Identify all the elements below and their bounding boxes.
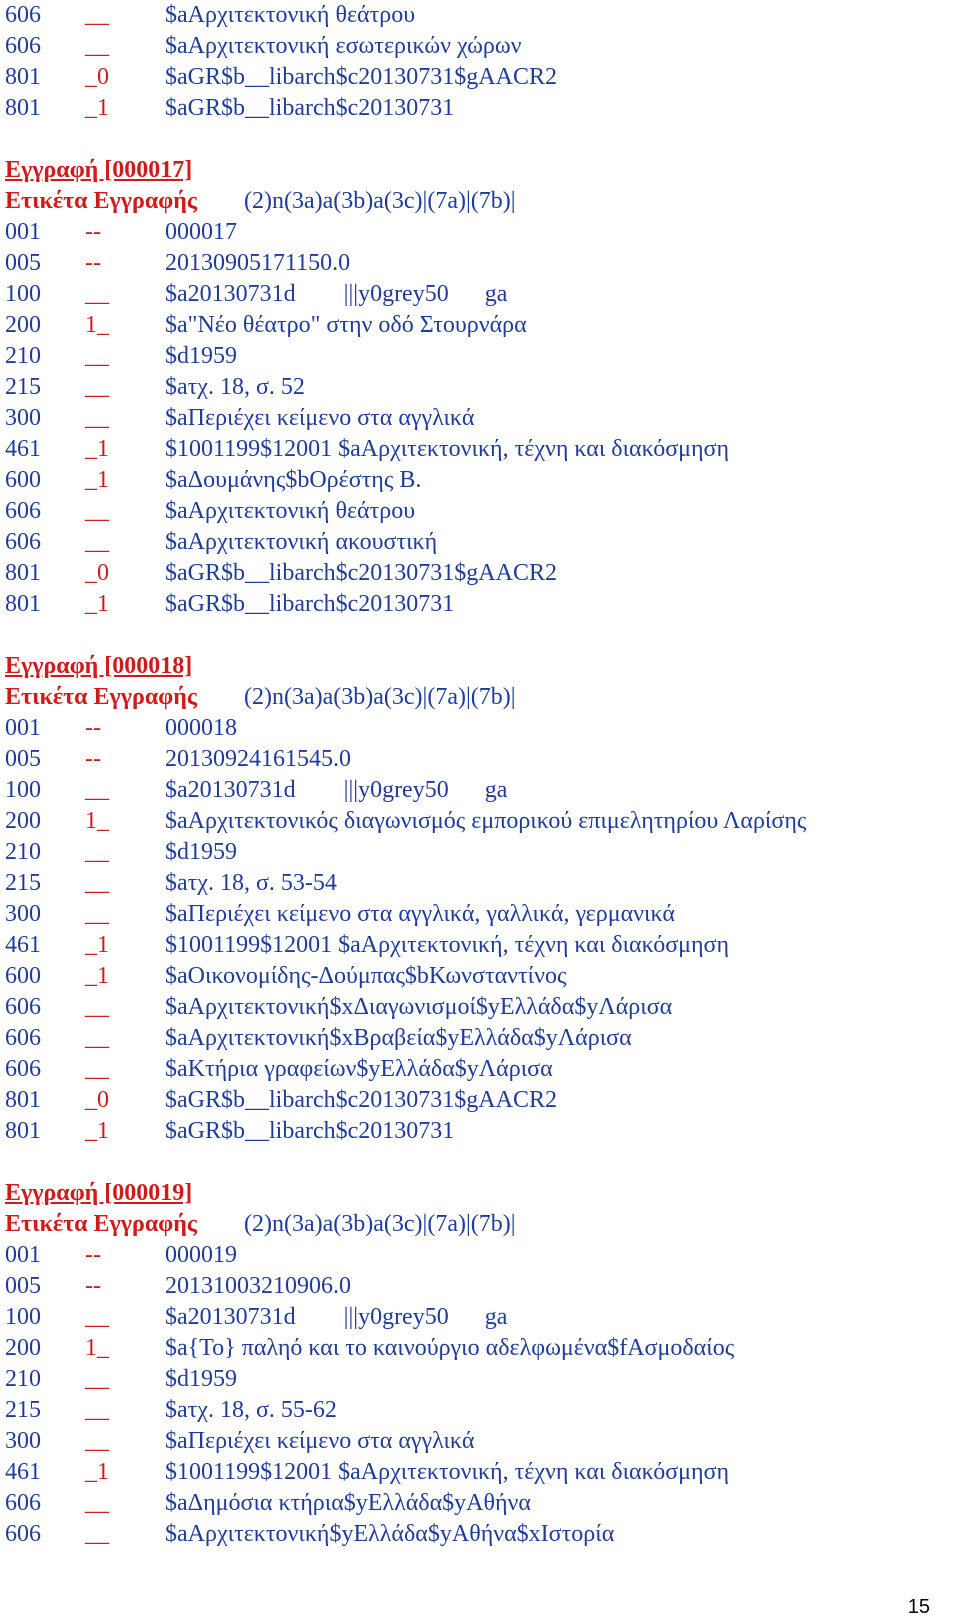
record-label-value: (2)n(3a)a(3b)a(3c)|(7a)|(7b)| xyxy=(244,684,516,710)
field-tag: 606 xyxy=(5,2,41,28)
field-value: 20131003210906.0 xyxy=(165,1273,351,1299)
field-value: $aGR$b__libarch$c20130731 xyxy=(165,1118,455,1144)
field-tag: 801 xyxy=(5,95,41,121)
field-indicators: __ xyxy=(85,777,109,803)
field-value: $1001199$12001 $aΑρχιτεκτονική, τέχνη και διακόσμηση xyxy=(165,436,730,462)
field-indicators: -- xyxy=(85,1242,101,1268)
field-indicators: _1 xyxy=(85,1459,109,1485)
field-tag: 005 xyxy=(5,1273,41,1299)
field-tag: 600 xyxy=(5,467,41,493)
field-tag: 606 xyxy=(5,1056,41,1082)
field-indicators: -- xyxy=(85,250,101,276)
record-label-value: (2)n(3a)a(3b)a(3c)|(7a)|(7b)| xyxy=(244,1211,516,1237)
field-tag: 215 xyxy=(5,1397,41,1423)
field-tag: 005 xyxy=(5,250,41,276)
field-indicators: __ xyxy=(85,1428,109,1454)
field-tag: 461 xyxy=(5,1459,41,1485)
field-tag: 210 xyxy=(5,343,41,369)
field-value: $a"Νέο θέατρο" στην οδό Στουρνάρα xyxy=(165,312,527,338)
record-label xyxy=(5,1209,516,1240)
field-tag: 200 xyxy=(5,1335,41,1361)
field-indicators: __ xyxy=(85,33,109,59)
field-value: $aΠεριέχει κείμενο στα αγγλικά xyxy=(165,405,475,431)
record-label-value: (2)n(3a)a(3b)a(3c)|(7a)|(7b)| xyxy=(244,188,516,214)
field-tag: 606 xyxy=(5,529,41,555)
field-value: $1001199$12001 $aΑρχιτεκτονική, τέχνη και διακόσμηση xyxy=(165,932,730,958)
field-value: $aΟικονομίδης-Δούμπας$bΚωνσταντίνος xyxy=(165,963,567,989)
field-tag: 001 xyxy=(5,1242,41,1268)
field-value: $aτχ. 18, σ. 55-62 xyxy=(165,1397,337,1423)
field-value: $aGR$b__libarch$c20130731$gAACR2 xyxy=(165,1087,557,1113)
record-title: Εγγραφή [000018] xyxy=(5,653,193,679)
field-value: $aΑρχιτεκτονική$yΕλλάδα$yΑθήνα$xΙστορία xyxy=(165,1521,615,1547)
field-tag: 606 xyxy=(5,1490,41,1516)
field-indicators: _0 xyxy=(85,1087,109,1113)
field-value: $aGR$b__libarch$c20130731$gAACR2 xyxy=(165,560,557,586)
field-tag: 100 xyxy=(5,1304,41,1330)
field-tag: 001 xyxy=(5,219,41,245)
field-indicators: _0 xyxy=(85,560,109,586)
field-indicators: -- xyxy=(85,219,101,245)
field-tag: 801 xyxy=(5,1118,41,1144)
field-tag: 215 xyxy=(5,870,41,896)
field-tag: 801 xyxy=(5,560,41,586)
field-value: $aΑρχιτεκτονική θεάτρου xyxy=(165,2,416,28)
field-indicators: __ xyxy=(85,405,109,431)
field-indicators: __ xyxy=(85,1025,109,1051)
field-indicators: _1 xyxy=(85,591,109,617)
field-indicators: __ xyxy=(85,901,109,927)
field-value: $a20130731d |||y0grey50 ga xyxy=(165,281,508,307)
field-value: $a20130731d |||y0grey50 ga xyxy=(165,1304,508,1330)
field-indicators: _1 xyxy=(85,467,109,493)
field-indicators: __ xyxy=(85,343,109,369)
field-value: $d1959 xyxy=(165,1366,237,1392)
page-number: 15 xyxy=(907,1596,930,1618)
field-indicators: __ xyxy=(85,1056,109,1082)
field-value: $aτχ. 18, σ. 53-54 xyxy=(165,870,337,896)
field-indicators: __ xyxy=(85,1490,109,1516)
record-label-caption: Ετικέτα Εγγραφής xyxy=(5,684,197,710)
field-indicators: _1 xyxy=(85,963,109,989)
field-value: 000019 xyxy=(165,1242,237,1268)
field-value: $aGR$b__libarch$c20130731 xyxy=(165,95,455,121)
field-indicators: 1_ xyxy=(85,808,109,834)
field-value: $d1959 xyxy=(165,343,237,369)
field-tag: 801 xyxy=(5,591,41,617)
field-tag: 606 xyxy=(5,33,41,59)
record-label xyxy=(5,682,516,713)
field-value: $aΑρχιτεκτονική ακουστική xyxy=(165,529,438,555)
field-value: 000018 xyxy=(165,715,237,741)
record-label xyxy=(5,186,516,217)
field-indicators: __ xyxy=(85,374,109,400)
field-indicators: -- xyxy=(85,746,101,772)
field-tag: 200 xyxy=(5,312,41,338)
record-label-caption: Ετικέτα Εγγραφής xyxy=(5,188,197,214)
field-indicators: __ xyxy=(85,839,109,865)
field-value: $aΑρχιτεκτονική εσωτερικών χώρων xyxy=(165,33,522,59)
field-indicators: 1_ xyxy=(85,312,109,338)
field-value: $aΔημόσια κτήρια$yΕλλάδα$yΑθήνα xyxy=(165,1490,531,1516)
field-value: $aΚτήρια γραφείων$yΕλλάδα$yΛάρισα xyxy=(165,1056,553,1082)
field-value: 000017 xyxy=(165,219,237,245)
field-value: 20130905171150.0 xyxy=(165,250,351,276)
field-tag: 300 xyxy=(5,405,41,431)
field-indicators: __ xyxy=(85,498,109,524)
field-tag: 210 xyxy=(5,1366,41,1392)
field-tag: 461 xyxy=(5,932,41,958)
field-value: $1001199$12001 $aΑρχιτεκτονική, τέχνη και διακόσμηση xyxy=(165,1459,730,1485)
field-indicators: _1 xyxy=(85,436,109,462)
field-tag: 210 xyxy=(5,839,41,865)
field-value: $aΑρχιτεκτονικός διαγωνισμός εμπορικού επιμελητηρίου Λαρίσης xyxy=(165,808,807,834)
field-tag: 100 xyxy=(5,777,41,803)
field-tag: 215 xyxy=(5,374,41,400)
field-value: $aΠεριέχει κείμενο στα αγγλικά xyxy=(165,1428,475,1454)
field-tag: 606 xyxy=(5,994,41,1020)
field-value: $aΠεριέχει κείμενο στα αγγλικά, γαλλικά, γερμανικά xyxy=(165,901,675,927)
field-value: $aΑρχιτεκτονική$xΔιαγωνισμοί$yΕλλάδα$yΛάρισα xyxy=(165,994,673,1020)
field-indicators: __ xyxy=(85,1397,109,1423)
record-title: Εγγραφή [000019] xyxy=(5,1180,193,1206)
field-indicators: _1 xyxy=(85,1118,109,1144)
field-indicators: _0 xyxy=(85,64,109,90)
field-tag: 600 xyxy=(5,963,41,989)
field-value: $a20130731d |||y0grey50 ga xyxy=(165,777,508,803)
record-title: Εγγραφή [000017] xyxy=(5,157,193,183)
field-value: $aτχ. 18, σ. 52 xyxy=(165,374,305,400)
field-indicators: __ xyxy=(85,1521,109,1547)
field-indicators: __ xyxy=(85,1366,109,1392)
field-indicators: -- xyxy=(85,1273,101,1299)
field-tag: 461 xyxy=(5,436,41,462)
field-tag: 300 xyxy=(5,901,41,927)
field-value: $aΑρχιτεκτονική θεάτρου xyxy=(165,498,416,524)
field-value: $aGR$b__libarch$c20130731$gAACR2 xyxy=(165,64,557,90)
field-tag: 606 xyxy=(5,1521,41,1547)
field-indicators: __ xyxy=(85,281,109,307)
field-tag: 005 xyxy=(5,746,41,772)
field-tag: 801 xyxy=(5,1087,41,1113)
field-tag: 001 xyxy=(5,715,41,741)
field-indicators: __ xyxy=(85,870,109,896)
field-tag: 300 xyxy=(5,1428,41,1454)
field-indicators: -- xyxy=(85,715,101,741)
field-indicators: _1 xyxy=(85,95,109,121)
field-value: $aΑρχιτεκτονική$xΒραβεία$yΕλλάδα$yΛάρισα xyxy=(165,1025,632,1051)
field-indicators: __ xyxy=(85,529,109,555)
field-indicators: __ xyxy=(85,1304,109,1330)
field-value: $aGR$b__libarch$c20130731 xyxy=(165,591,455,617)
field-tag: 606 xyxy=(5,1025,41,1051)
record-label-caption: Ετικέτα Εγγραφής xyxy=(5,1211,197,1237)
field-tag: 801 xyxy=(5,64,41,90)
field-indicators: 1_ xyxy=(85,1335,109,1361)
field-tag: 200 xyxy=(5,808,41,834)
field-value: $aΔουμάνης$bΟρέστης Β. xyxy=(165,467,422,493)
field-indicators: __ xyxy=(85,994,109,1020)
field-value: $d1959 xyxy=(165,839,237,865)
field-indicators: _1 xyxy=(85,932,109,958)
field-value: $a{Το} παληό και το καινούργιο αδελφωμένα$fΑσμοδαίος xyxy=(165,1335,735,1361)
field-tag: 606 xyxy=(5,498,41,524)
field-value: 20130924161545.0 xyxy=(165,746,351,772)
field-tag: 100 xyxy=(5,281,41,307)
field-indicators: __ xyxy=(85,2,109,28)
